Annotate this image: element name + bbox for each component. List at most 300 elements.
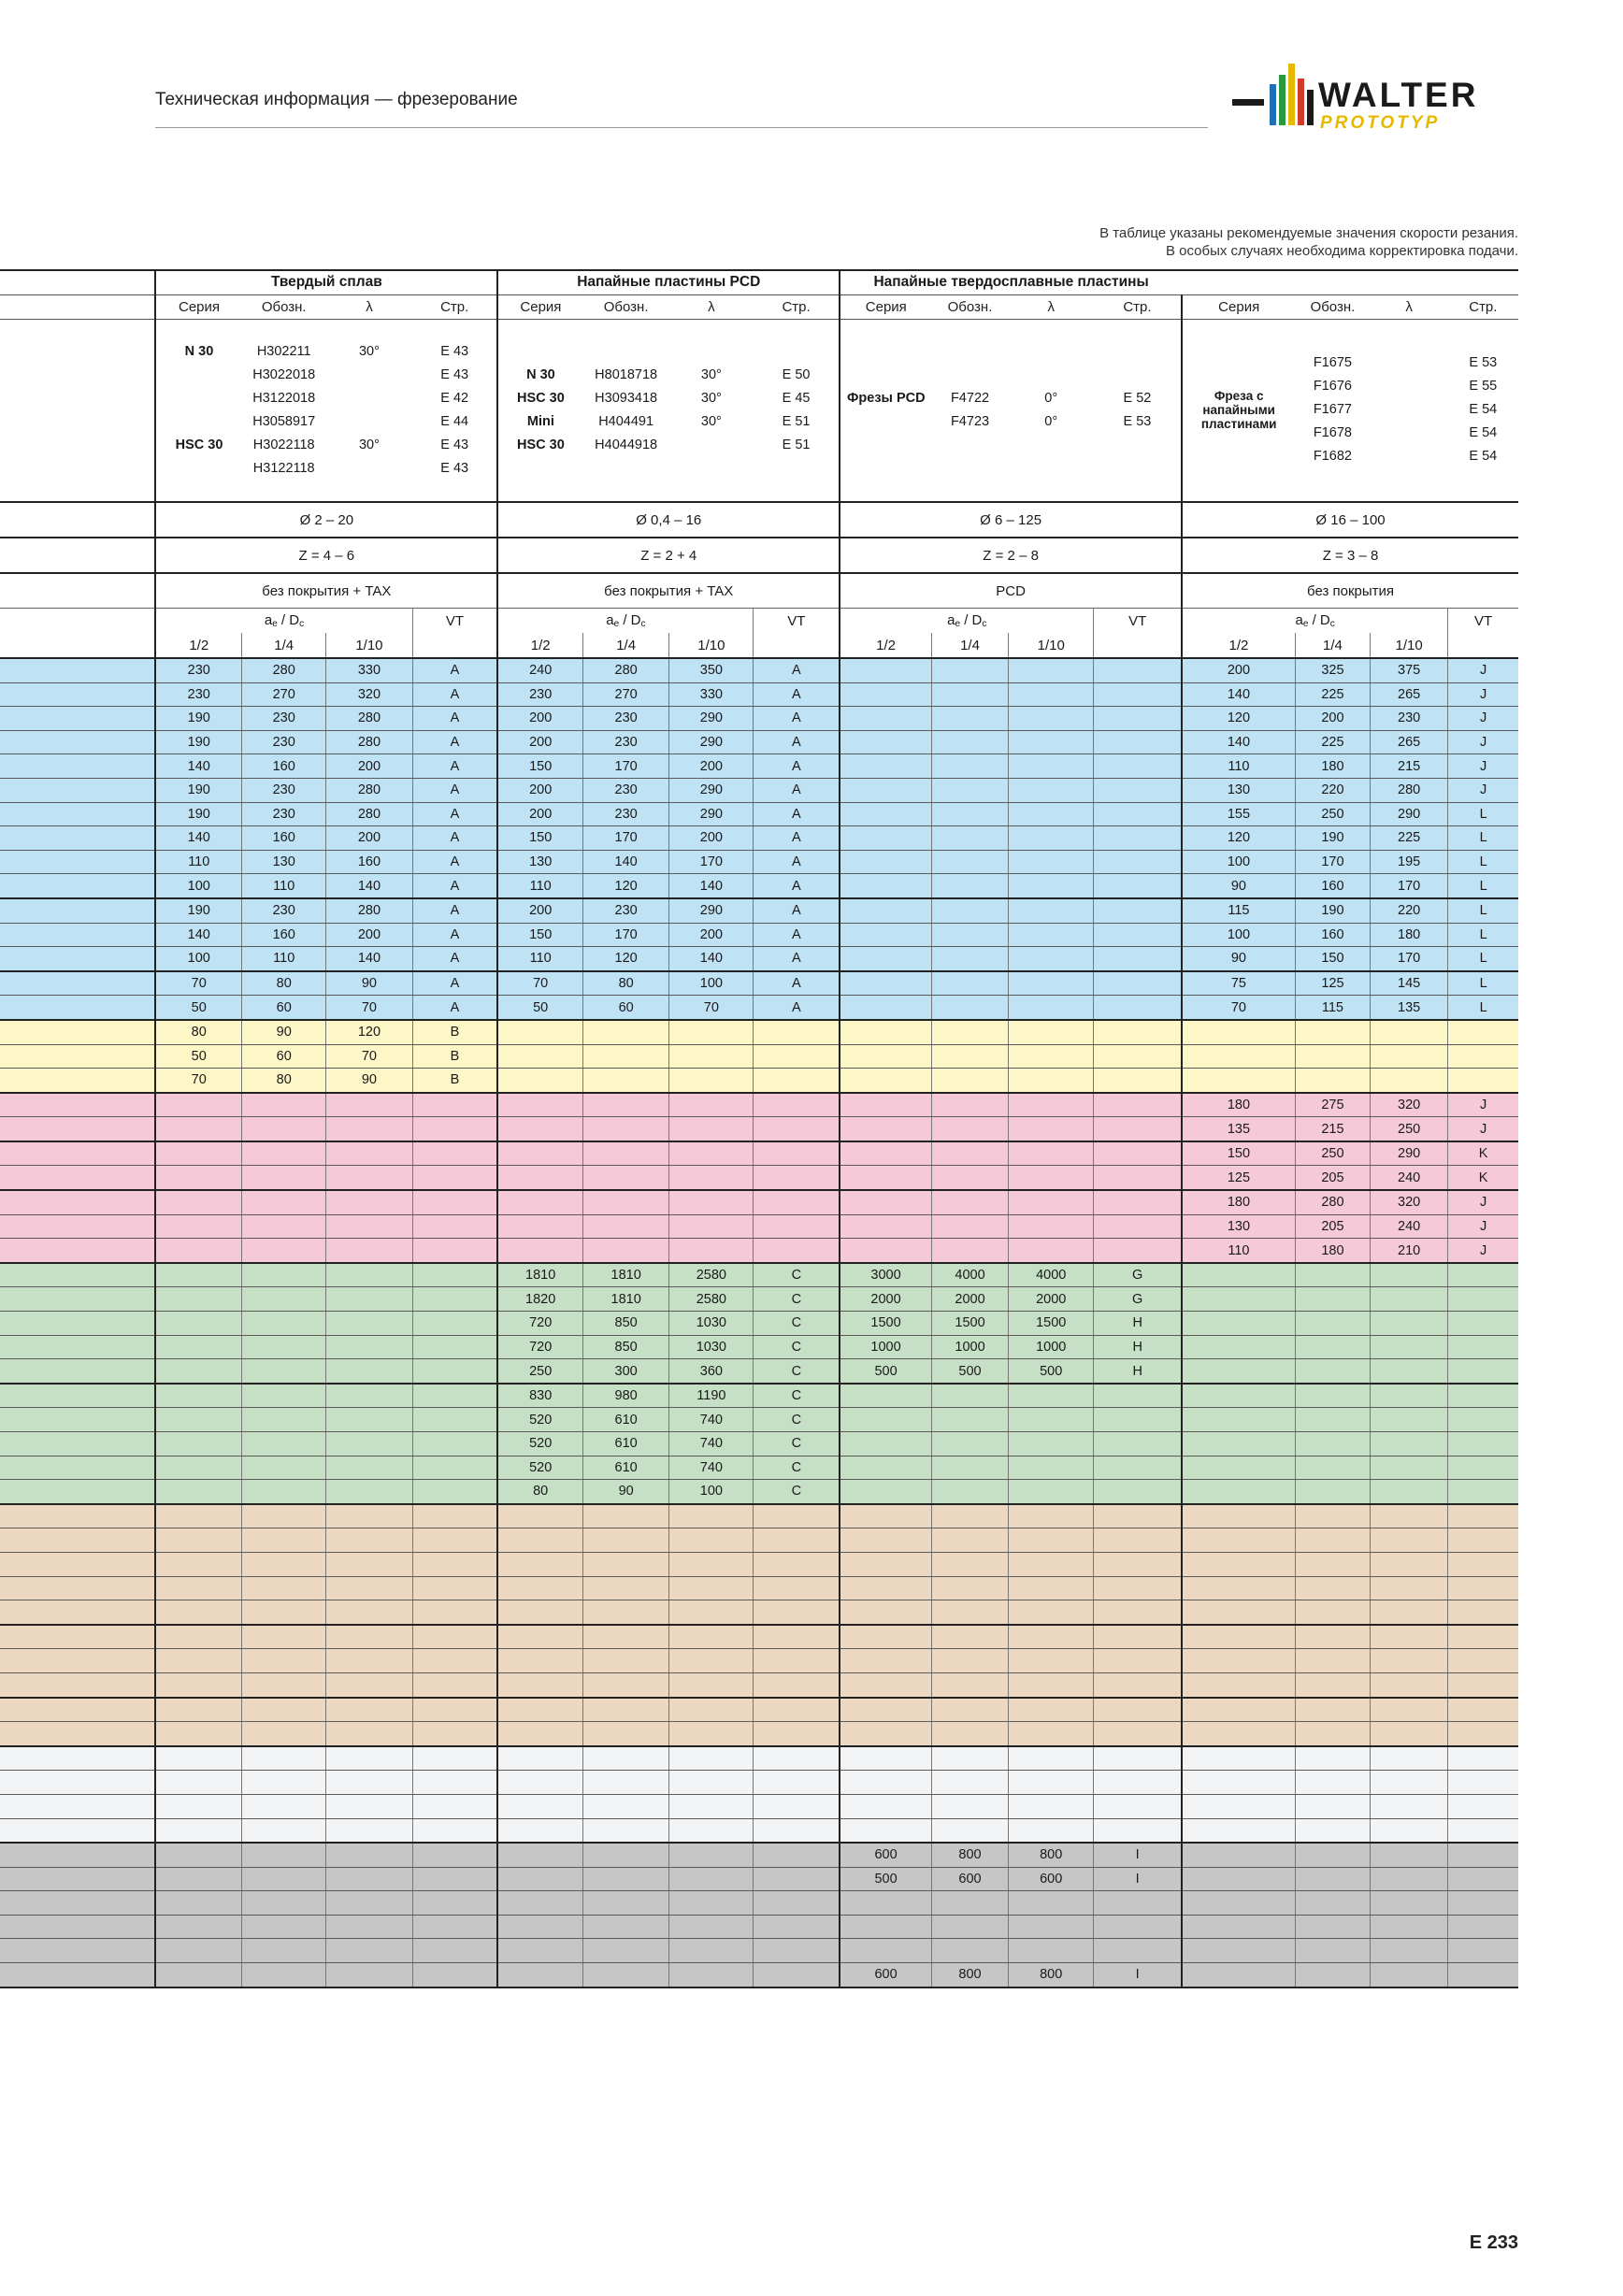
vt-grade-cell [754, 1722, 840, 1746]
vt-label: VT [412, 609, 497, 634]
speed-value-cell: 90 [242, 1020, 326, 1044]
table-row [0, 778, 1518, 802]
speed-value-cell [1182, 1746, 1295, 1771]
vt-grade-cell [754, 1672, 840, 1697]
subheader-cell: Обозн. [242, 294, 326, 319]
speed-value-cell: 300 [583, 1359, 669, 1384]
row-label-blank [0, 1263, 155, 1287]
table-row [0, 923, 1518, 947]
speed-value-cell: 205 [1295, 1166, 1370, 1190]
speed-value-cell [497, 1117, 582, 1141]
table-row [0, 1963, 1518, 1987]
row-label-blank [0, 1891, 155, 1916]
tool-series: HSC 30 [517, 437, 565, 452]
speed-value-cell [669, 1867, 754, 1891]
coating-cell: без покрытия [1182, 573, 1518, 609]
speed-value-cell [155, 1214, 241, 1239]
speed-value-cell [931, 1117, 1008, 1141]
speed-value-cell [840, 898, 931, 923]
speed-value-cell: 200 [497, 802, 582, 826]
speed-value-cell [840, 1891, 931, 1916]
speed-value-cell [497, 1044, 582, 1069]
vt-grade-cell [1448, 1456, 1518, 1480]
speed-value-cell: 120 [583, 947, 669, 971]
vt-grade-cell: A [412, 754, 497, 779]
ae-slash-dc: / D [1308, 612, 1330, 628]
tool-code: H3093418 [595, 390, 658, 406]
row-label-blank [0, 1384, 155, 1408]
subheader-cell: Обозн. [583, 294, 669, 319]
speed-value-cell [669, 1625, 754, 1649]
speed-value-cell [669, 1214, 754, 1239]
speed-value-cell [840, 1408, 931, 1432]
tool-angle: 30° [358, 437, 380, 452]
ae-symbol: a [1295, 612, 1303, 628]
vt-grade-cell: J [1448, 1239, 1518, 1263]
speed-value-cell: 135 [1371, 996, 1448, 1020]
speed-value-cell [1182, 1359, 1295, 1384]
speed-value-cell [155, 1843, 241, 1867]
speed-value-cell [931, 658, 1008, 682]
subheader-cell: λ [326, 294, 412, 319]
speed-value-cell: 140 [155, 923, 241, 947]
speed-value-cell [155, 1384, 241, 1408]
speed-value-cell [242, 1214, 326, 1239]
speed-value-cell [155, 1312, 241, 1336]
vt-grade-cell [412, 1698, 497, 1722]
vt-grade-cell [1094, 850, 1182, 874]
speed-value-cell: 160 [242, 754, 326, 779]
row-label-blank [0, 1456, 155, 1480]
speed-value-cell: 215 [1295, 1117, 1370, 1141]
speed-value-cell: 200 [497, 898, 582, 923]
tool-code: H4044918 [595, 437, 658, 452]
speed-value-cell: 2000 [840, 1287, 931, 1312]
vt-grade-cell [1094, 1891, 1182, 1916]
speed-value-cell: 3000 [840, 1263, 931, 1287]
row-label-blank [0, 1915, 155, 1939]
tool-angle [326, 387, 412, 410]
speed-value-cell [1295, 1335, 1370, 1359]
speed-value-cell [1182, 1020, 1295, 1044]
vt-grade-cell [1094, 996, 1182, 1020]
speed-value-cell: 140 [1182, 682, 1295, 707]
vt-grade-cell [754, 1915, 840, 1939]
speed-value-cell [583, 1044, 669, 1069]
speed-value-cell [840, 1600, 931, 1625]
speed-value-cell [840, 1020, 931, 1044]
speed-value-cell [931, 850, 1008, 874]
speed-value-cell: 250 [497, 1359, 582, 1384]
speed-value-cell [583, 1020, 669, 1044]
speed-value-cell [840, 778, 931, 802]
speed-value-cell [1182, 1891, 1295, 1916]
speed-value-cell: 140 [155, 754, 241, 779]
tool-column [1371, 319, 1448, 502]
vt-grade-cell: J [1448, 658, 1518, 682]
tool-page: E 51 [782, 413, 811, 429]
vt-grade-cell [1094, 1818, 1182, 1843]
speed-value-cell [497, 1190, 582, 1214]
speed-value-cell [326, 1552, 412, 1576]
table-row [0, 658, 1518, 682]
speed-value-cell [931, 826, 1008, 851]
vt-label: VT [1448, 609, 1518, 634]
vt-grade-cell: A [412, 923, 497, 947]
coating-row [0, 573, 1518, 609]
speed-value-cell: 130 [1182, 778, 1295, 802]
table-row [0, 947, 1518, 971]
speed-value-cell [840, 923, 931, 947]
speed-value-cell [1371, 1722, 1448, 1746]
speed-value-cell [931, 996, 1008, 1020]
speed-value-cell [1182, 1044, 1295, 1069]
table-note [1099, 224, 1518, 260]
tool-angle [1371, 398, 1448, 422]
speed-value-cell [242, 1818, 326, 1843]
speed-value-cell: 1000 [931, 1335, 1008, 1359]
table-row [0, 1843, 1518, 1867]
speed-value-cell: 110 [242, 874, 326, 898]
table-row [0, 802, 1518, 826]
tool-angle: 0° [1044, 413, 1058, 429]
vt-grade-cell [754, 1166, 840, 1190]
speed-value-cell [1371, 1698, 1448, 1722]
vt-grade-cell [1448, 1504, 1518, 1528]
speed-value-cell: 190 [155, 802, 241, 826]
tool-code: F1676 [1313, 379, 1352, 395]
row-label-blank [0, 923, 155, 947]
speed-value-cell [1371, 1408, 1448, 1432]
table-row [0, 1335, 1518, 1359]
speed-value-cell [840, 1722, 931, 1746]
tool-code: F1678 [1313, 425, 1352, 441]
speed-value-cell [1182, 1312, 1295, 1336]
speed-value-cell [931, 730, 1008, 754]
speed-value-cell [155, 1287, 241, 1312]
speed-value-cell: 80 [583, 971, 669, 996]
row-label-blank [0, 1335, 155, 1359]
vt-grade-cell [1448, 1891, 1518, 1916]
fraction-cell: 1/2 [1182, 633, 1295, 658]
speed-value-cell [326, 1504, 412, 1528]
speed-value-cell: 230 [242, 730, 326, 754]
tool-code: F1675 [1313, 355, 1352, 371]
vt-grade-cell [1094, 1576, 1182, 1600]
coating-cell: без покрытия + TAX [155, 573, 497, 609]
vt-grade-cell [1094, 1117, 1182, 1141]
speed-value-cell [1182, 1771, 1295, 1795]
table-row [0, 1359, 1518, 1384]
table-row [0, 1939, 1518, 1963]
speed-value-cell [155, 1166, 241, 1190]
speed-value-cell: 200 [669, 923, 754, 947]
tool-column [931, 319, 1008, 502]
vt-grade-cell [1448, 1794, 1518, 1818]
vt-grade-cell [1448, 1359, 1518, 1384]
vt-grade-cell [754, 1698, 840, 1722]
vt-grade-cell [1448, 1552, 1518, 1576]
speed-value-cell [497, 1600, 582, 1625]
speed-value-cell [840, 1214, 931, 1239]
speed-value-cell [326, 1456, 412, 1480]
speed-value-cell: 1500 [1009, 1312, 1094, 1336]
subheader-blank [0, 294, 155, 319]
tool-blank [0, 319, 155, 502]
speed-value-cell [1009, 1504, 1094, 1528]
speed-value-cell [1371, 1625, 1448, 1649]
vt-grade-cell [412, 1843, 497, 1867]
speed-value-cell [1371, 1963, 1448, 1987]
tool-code: H3058917 [252, 413, 316, 429]
speed-value-cell: 800 [1009, 1843, 1094, 1867]
speed-value-cell: 500 [931, 1359, 1008, 1384]
speed-value-cell [497, 1093, 582, 1117]
speed-value-cell [1182, 1552, 1295, 1576]
speed-value-cell [669, 1117, 754, 1141]
speed-value-cell [1182, 1456, 1295, 1480]
ae-dc-label [155, 609, 412, 634]
speed-value-cell [242, 1576, 326, 1600]
speed-value-cell [1371, 1432, 1448, 1457]
speed-value-cell [583, 1771, 669, 1795]
speed-value-cell: 140 [1182, 730, 1295, 754]
speed-value-cell [497, 1843, 582, 1867]
vt-grade-cell: A [412, 682, 497, 707]
speed-value-cell [1295, 1915, 1370, 1939]
speed-value-cell: 1030 [669, 1335, 754, 1359]
speed-value-cell [1009, 707, 1094, 731]
vt-grade-cell [1448, 1287, 1518, 1312]
row-label-blank [0, 1528, 155, 1553]
speed-value-cell [497, 1672, 582, 1697]
speed-value-cell [1182, 1263, 1295, 1287]
tool-page: E 52 [1123, 390, 1152, 406]
vt-grade-cell [1448, 1843, 1518, 1867]
vt-grade-cell [412, 1214, 497, 1239]
tool-code: F1677 [1313, 402, 1352, 418]
speed-value-cell [326, 1528, 412, 1553]
row-label-blank [0, 1504, 155, 1528]
speed-value-cell: 230 [583, 898, 669, 923]
speed-value-cell: 200 [497, 730, 582, 754]
vt-grade-cell [1094, 1239, 1182, 1263]
vt-grade-cell [1094, 730, 1182, 754]
ae-dc-label [497, 609, 754, 634]
vt-grade-cell: A [754, 898, 840, 923]
tool-column [669, 319, 754, 502]
fraction-cell: 1/4 [1295, 633, 1370, 658]
speed-value-cell: 230 [583, 802, 669, 826]
vt-grade-cell [1094, 1504, 1182, 1528]
vt-grade-cell [1094, 1214, 1182, 1239]
speed-value-cell: 850 [583, 1312, 669, 1336]
tool-page: E 55 [1469, 379, 1498, 395]
ae-dc-header-row [0, 609, 1518, 634]
vt-grade-cell: H [1094, 1359, 1182, 1384]
speed-value-cell [1295, 1771, 1370, 1795]
vt-grade-cell [1448, 1432, 1518, 1457]
vt-grade-cell [412, 1359, 497, 1384]
speed-value-cell: 4000 [931, 1263, 1008, 1287]
speed-value-cell [931, 1649, 1008, 1673]
vt-grade-cell: L [1448, 923, 1518, 947]
speed-value-cell [1371, 1649, 1448, 1673]
vt-grade-cell [412, 1480, 497, 1504]
row-label-blank [0, 1600, 155, 1625]
speed-value-cell: 1500 [931, 1312, 1008, 1336]
speed-value-cell: 70 [669, 996, 754, 1020]
speed-value-cell [840, 826, 931, 851]
vt-grade-cell [754, 1600, 840, 1625]
tool-angle [326, 410, 412, 434]
speed-value-cell: 170 [583, 754, 669, 779]
tool-angle: 30° [358, 343, 380, 359]
speed-value-cell [931, 1239, 1008, 1263]
speed-value-cell [326, 1239, 412, 1263]
speed-value-cell [242, 1915, 326, 1939]
speed-value-cell [931, 1672, 1008, 1697]
vt-label: VT [754, 609, 840, 634]
vt-grade-cell: L [1448, 802, 1518, 826]
speed-value-cell: 520 [497, 1456, 582, 1480]
speed-value-cell [326, 1794, 412, 1818]
speed-value-cell [1371, 1456, 1448, 1480]
speed-value-cell [1009, 1408, 1094, 1432]
speed-value-cell [1182, 1600, 1295, 1625]
speed-value-cell [583, 1528, 669, 1553]
tool-page: E 50 [782, 366, 811, 382]
row-label-blank [0, 1214, 155, 1239]
speed-value-cell [669, 1963, 754, 1987]
speed-value-cell [242, 1843, 326, 1867]
subheader-cell: Стр. [754, 294, 840, 319]
speed-value-cell: 1000 [840, 1335, 931, 1359]
row-label-blank [0, 1141, 155, 1166]
speed-value-cell [931, 1722, 1008, 1746]
tool-angle: 30° [700, 413, 722, 429]
teeth-cell: Z = 2 + 4 [497, 538, 840, 573]
vt-grade-cell [1448, 1963, 1518, 1987]
speed-value-cell [931, 707, 1008, 731]
speed-value-cell [1295, 1818, 1370, 1843]
speed-value-cell [326, 1939, 412, 1963]
speed-value-cell [840, 1456, 931, 1480]
tool-angle: 30° [700, 366, 722, 382]
vt-grade-cell: A [412, 874, 497, 898]
speed-value-cell [583, 1818, 669, 1843]
vt-grade-cell [1094, 658, 1182, 682]
speed-value-cell [326, 1312, 412, 1336]
speed-value-cell [1009, 826, 1094, 851]
speed-value-cell [1009, 1384, 1094, 1408]
speed-value-cell: 110 [1182, 754, 1295, 779]
speed-value-cell [840, 730, 931, 754]
tool-code: H404491 [598, 413, 654, 429]
speed-value-cell [1009, 1190, 1094, 1214]
row-label-blank [0, 1359, 155, 1384]
tool-column [1009, 319, 1094, 502]
speed-value-cell [155, 1263, 241, 1287]
speed-value-cell [497, 1794, 582, 1818]
fraction-cell: 1/10 [669, 633, 754, 658]
speed-value-cell [840, 1069, 931, 1093]
row-label-blank [0, 850, 155, 874]
vt-grade-cell [412, 1239, 497, 1263]
speed-value-cell [155, 1771, 241, 1795]
table-row [0, 682, 1518, 707]
vt-grade-cell [1448, 1576, 1518, 1600]
speed-value-cell [155, 1190, 241, 1214]
speed-value-cell [583, 1552, 669, 1576]
speed-value-cell: 70 [155, 971, 241, 996]
row-label-blank [0, 874, 155, 898]
vt-grade-cell: G [1094, 1287, 1182, 1312]
speed-value-cell [1182, 1939, 1295, 1963]
speed-value-cell: 180 [1182, 1093, 1295, 1117]
table-row [0, 1312, 1518, 1336]
speed-value-cell [583, 1093, 669, 1117]
speed-value-cell [1182, 1287, 1295, 1312]
speed-value-cell [931, 1166, 1008, 1190]
speed-value-cell [242, 1117, 326, 1141]
speed-value-cell [583, 1963, 669, 1987]
speed-value-cell [931, 682, 1008, 707]
table-row [0, 1384, 1518, 1408]
speed-value-cell [931, 802, 1008, 826]
table-row [0, 971, 1518, 996]
speed-value-cell: 200 [669, 826, 754, 851]
speed-value-cell [669, 1020, 754, 1044]
vt-grade-cell [412, 1166, 497, 1190]
speed-value-cell: 170 [583, 923, 669, 947]
speed-value-cell [931, 1384, 1008, 1408]
vt-grade-cell [754, 1020, 840, 1044]
fraction-cell: 1/4 [931, 633, 1008, 658]
vt-grade-cell: I [1094, 1963, 1182, 1987]
vt-grade-cell: L [1448, 874, 1518, 898]
tool-page: E 54 [1469, 449, 1498, 465]
speed-value-cell [840, 947, 931, 971]
vt-grade-cell: A [412, 778, 497, 802]
speed-value-cell: 980 [583, 1384, 669, 1408]
speed-value-cell [326, 1166, 412, 1190]
tool-series: HSC 30 [175, 437, 223, 452]
tool-code: F1682 [1313, 449, 1352, 465]
speed-value-cell [1182, 1432, 1295, 1457]
speed-value-cell [583, 1649, 669, 1673]
speed-value-cell: 1190 [669, 1384, 754, 1408]
speed-value-cell [497, 1528, 582, 1553]
speed-value-cell [242, 1456, 326, 1480]
speed-value-cell: 90 [326, 971, 412, 996]
speed-value-cell: 190 [1295, 826, 1370, 851]
table-row [0, 1528, 1518, 1553]
speed-value-cell: 170 [1371, 874, 1448, 898]
vt-grade-cell: A [754, 658, 840, 682]
vt-grade-cell [1448, 1625, 1518, 1649]
vt-grade-cell: C [754, 1263, 840, 1287]
speed-value-cell [1371, 1672, 1448, 1697]
speed-value-cell [1295, 1287, 1370, 1312]
speed-value-cell: 125 [1295, 971, 1370, 996]
fraction-cell: 1/2 [840, 633, 931, 658]
vt-grade-cell: C [754, 1456, 840, 1480]
vt-grade-cell: A [412, 802, 497, 826]
speed-value-cell: 1810 [583, 1287, 669, 1312]
speed-value-cell [155, 1649, 241, 1673]
ae-slash-dc: / D [960, 612, 983, 628]
